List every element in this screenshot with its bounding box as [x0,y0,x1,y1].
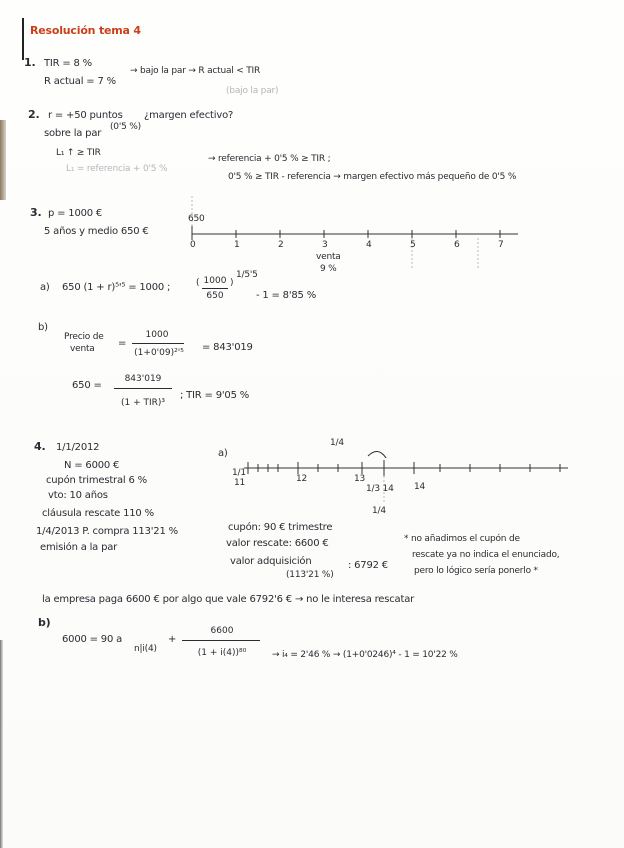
q3-tick-label-5: 5 [410,240,416,250]
q1-tir: TIR = 8 % [44,58,92,69]
q4-clause: cláusula rescate 110 % [42,508,154,519]
q3-b2-result: ; TIR = 9'05 % [180,390,250,401]
q2-line2: sobre la par [44,128,102,139]
q3-line2: 5 años y medio 650 € [44,226,149,237]
q4-b-sub: n|i(4) [134,644,157,654]
q3-b-result: = 843'019 [202,342,253,353]
q3-a-eq-right: - 1 = 8'85 % [256,290,317,301]
q2-line1: r = +50 puntos [48,110,123,121]
q4-purchase: 1/4/2013 P. compra 113'21 % [36,526,178,537]
q3-b-eq: = [118,338,127,349]
q3-a-frac-line [202,288,228,289]
q4-number: 4. [34,440,46,453]
q3-b-den: (1+0'09)²'⁵ [134,348,184,358]
q3-a-exponent: 1/5'5 [236,270,258,280]
q4-coupon-quarter: cupón: 90 € trimestre [228,522,333,533]
q3-line1: p = 1000 € [48,208,103,219]
q4-rescue-value: valor rescate: 6600 € [226,538,329,549]
q4-tl-top: 1/4 [330,438,344,448]
q3-b2-num: 843'019 [124,374,162,384]
q3-b-num: 1000 [145,330,169,340]
q3-a-paren-close: ) [230,278,234,288]
q3-b-label: b) [38,322,48,333]
q3-sale-rate: 9 % [320,264,337,274]
q3-tick-label-2: 2 [278,240,284,250]
q4-b-den: (1 + i(4))⁸⁰ [197,648,247,658]
q4-note2: rescate ya no indica el enunciado, [412,550,560,560]
q4-timeline [244,451,568,504]
q2-number: 2. [28,108,40,121]
q2-line4: L₁ = referencia + 0'5 % [66,164,168,174]
q4-note1: * no añadimos el cupón de [404,534,520,544]
q4-tl-13: 13 [354,474,366,484]
q4-arc-arrow [368,451,386,458]
q3-tick-label-7: 7 [498,240,504,250]
q4-conclusion: la empresa paga 6600 € por algo que vale 6792'6 € → no le interesa rescatar [42,594,415,605]
q3-timeline-top-value: 650 [188,214,205,224]
q2-question: ¿margen efectivo? [144,110,234,121]
q2-right2: 0'5 % ≥ TIR - referencia → margen efectivo más pequeño de 0'5 % [228,172,517,182]
q4-nominal: N = 6000 € [64,460,120,471]
q4-coupon: cupón trimestral 6 % [46,475,147,486]
q4-tl-left-a: 1/1 [232,468,246,478]
q4-date: 1/1/2012 [56,442,100,453]
q3-tick-label-0: 0 [190,240,196,250]
q1-number: 1. [24,56,36,69]
q1-arrow-note: → bajo la par → R actual < TIR [130,66,261,76]
q2-line3: L₁ ↑ ≥ TIR [56,148,101,158]
q3-a-label: a) [40,282,50,293]
q4-a-label: a) [218,448,228,459]
q2-right1: → referencia + 0'5 % ≥ TIR ; [208,154,331,164]
q3-tick-label-4: 4 [366,240,372,250]
q3-a-frac-num: 1000 [203,276,227,286]
q3-a-eq-left: 650 (1 + r)⁵'⁵ = 1000 ; [62,282,171,293]
q1-r-actual: R actual = 7 % [44,76,116,87]
q3-tick-label-3: 3 [322,240,328,250]
q4-tl-14b: 1/4 [372,506,386,516]
q4-b-left: 6000 = 90 a [62,634,123,645]
q3-b-frac-line [132,343,184,344]
q4-tl-12: 12 [296,474,308,484]
q4-b-label: b) [38,616,51,629]
q4-tl-1314: 1/3 14 [366,484,394,494]
q4-acq-label: valor adquisición [230,556,312,567]
q3-tick-label-6: 6 [454,240,460,250]
q3-b2-den: (1 + TIR)³ [120,398,166,408]
q4-b-result: → i₄ = 2'46 % → (1+0'0246)⁴ - 1 = 10'22 % [272,650,458,660]
q4-years: vto: 10 años [48,490,108,501]
q4-b-plus: + [168,634,177,645]
q3-b2-left: 650 = [72,380,102,391]
q4-tl-left-b: 11 [234,478,246,488]
q4-b-num: 6600 [210,626,234,636]
q2-pct: (0'5 %) [110,122,141,132]
q3-a-paren-open: ( [196,278,200,288]
q3-timeline [192,196,518,270]
q4-tl-14: 14 [414,482,426,492]
q4-acq-sub: (113'21 %) [286,570,334,580]
q3-sale-label: venta [316,252,341,262]
q3-b-left2: venta [70,344,95,354]
q3-tick-label-1: 1 [234,240,240,250]
q1-faint-note: (bajo la par) [226,86,279,96]
q3-number: 3. [30,206,42,219]
q4-acq-value: : 6792 € [348,560,388,571]
q3-b-left1: Precio de [64,332,104,342]
q4-b-frac-line [182,640,260,641]
q4-emission: emisión a la par [40,542,118,553]
page-title: Resolución tema 4 [30,24,141,37]
q3-a-frac-den: 650 [206,291,224,301]
q4-note3: pero lo lógico sería ponerlo * [414,566,538,576]
q3-b2-frac-line [114,388,172,389]
